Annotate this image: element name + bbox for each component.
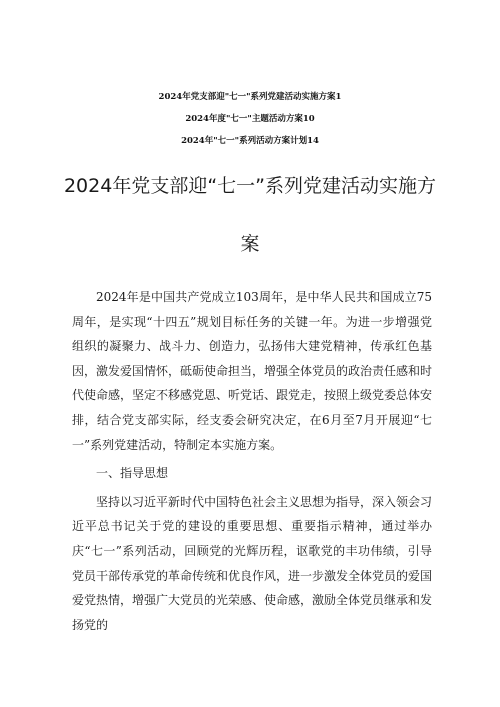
table-of-contents (0, 92, 500, 158)
toc-item[interactable]: 2024年"七一"系列活动方案计划14 (181, 136, 319, 146)
title-line-1: 2024年党支部迎“七一”系列党建活动实施方 (63, 175, 437, 197)
section-heading-guiding-ideology: 一、指导思想 (96, 466, 169, 481)
document-body (72, 285, 432, 637)
document-title (60, 176, 440, 254)
toc-item[interactable]: 2024年度"七一"主题活动方案10 (185, 114, 315, 124)
intro-paragraph: 2024年是中国共产党成立103周年，是中华人民共和国成立75周年，是实现“十四五”规划目标任务的关键一年。为进一步增强党组织的凝聚力、战斗力、创造力，弘扬伟大建党精神，传承红色基因，激发爱国情怀，砥砺使命担当，增强全体党员的政治责任感和时代使命感，坚定不移感党恩、听党话、跟党走，按照上级党委总体安排，结合党支部实际，经支委会研究决定，在6月至7月开展迎“七一”系列党建活动，特制定本实施方案。 (72, 290, 433, 452)
section-paragraph: 坚持以习近平新时代中国特色社会主义思想为指导，深入领会习近平总书记关于党的建设的重要思想、重要指示精神，通过举办庆“七一”系列活动，回顾党的光辉历程，讴歌党的丰功伟绩，引导党员干部传承党的革命传统和优良作风，进一步激发全体党员的爱国爱党热情，增强广大党员的光荣感、使命感，激励全体党员继承和发扬党的 (72, 494, 433, 632)
title-line-2: 案 (240, 233, 260, 255)
toc-item[interactable]: 2024年党支部迎"七一"系列党建活动实施方案1 (158, 92, 342, 102)
